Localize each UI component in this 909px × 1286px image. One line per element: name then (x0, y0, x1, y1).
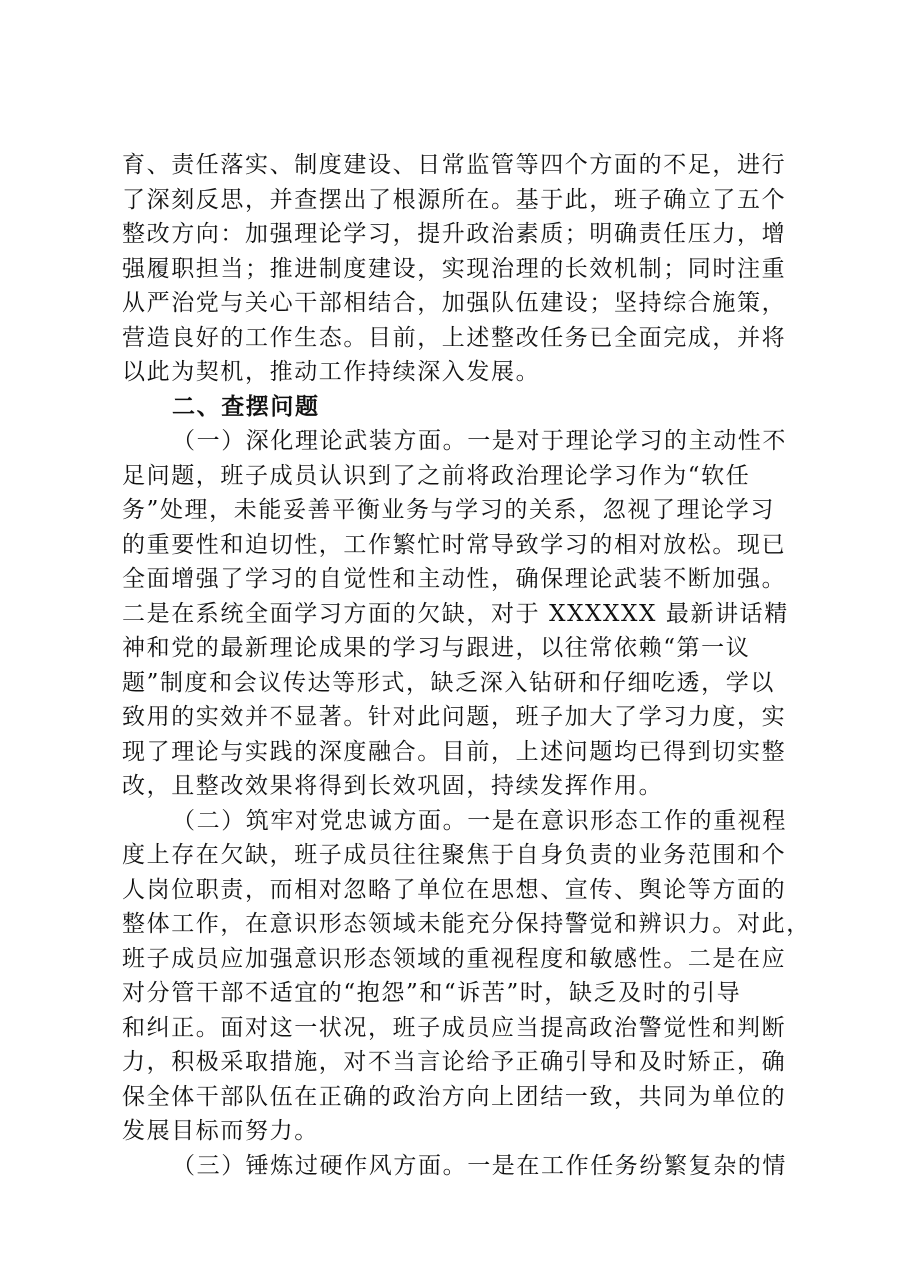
text-line: 人岗位职责，而相对忽略了单位在思想、宣传、舆论等方面的 (122, 876, 787, 903)
text-line: 强履职担当；推进制度建设，实现治理的长效机制；同时注重 (122, 255, 787, 282)
text-line: 对分管干部不适宜的“抱怨”和“诉苦”时，缺乏及时的引导 (122, 980, 742, 1006)
text-line: 题”制度和会议传达等形式，缺乏深入钻研和仔细吃透，学以 (122, 669, 775, 696)
text-line: 神和党的最新理论成果的学习与跟进，以往常依赖“第一议 (122, 635, 751, 661)
text-line: 改，且整改效果将得到长效巩固，持续发挥作用。 (122, 773, 664, 799)
text-line: 发展目标而努力。 (122, 1118, 319, 1144)
text-line: 保全体干部队伍在正确的政治方向上团结一致，共同为单位的 (122, 1083, 787, 1110)
text-line: 足问题，班子成员认识到了之前将政治理论学习作为“软任 (122, 462, 751, 489)
text-line: 的重要性和迫切性，工作繁忙时常导致学习的相对放松。现已 (122, 531, 787, 558)
text-line: 班子成员应加强意识形态领域的重视程度和敏感性。二是在应 (122, 945, 787, 972)
paragraph-first-line: （三）锤炼过硬作风方面。一是在工作任务纷繁复杂的情 (172, 1152, 787, 1179)
section-heading: 二、查摆问题 (172, 393, 320, 420)
text-line: 务”处理，未能妥善平衡业务与学习的关系，忽视了理论学习 (122, 497, 775, 523)
text-line: 现了理论与实践的深度融合。目前，上述问题均已得到切实整 (122, 738, 787, 765)
text-line: 度上存在欠缺，班子成员往往聚焦于自身负责的业务范围和个 (122, 842, 787, 868)
text-line: 力，积极采取措施，对不当言论给予正确引导和及时矫正，确 (122, 1049, 787, 1075)
text-line: 全面增强了学习的自觉性和主动性，确保理论武装不断加强。 (122, 566, 787, 592)
text-line: 营造良好的工作生态。目前，上述整改任务已全面完成，并将 (122, 324, 787, 351)
paragraph-first-line: （二）筑牢对党忠诚方面。一是在意识形态工作的重视程 (172, 807, 787, 834)
paragraph-first-line: （一）深化理论武装方面。一是对于理论学习的主动性不 (172, 428, 787, 454)
text-line: 从严治党与关心干部相结合，加强队伍建设；坚持综合施策， (122, 290, 787, 316)
text-line: 了深刻反思，并查摆出了根源所在。基于此，班子确立了五个 (122, 186, 787, 213)
document-body (122, 148, 811, 1183)
text-line: 整改方向：加强理论学习，提升政治素质；明确责任压力，增 (122, 221, 787, 247)
text-line: 致用的实效并不显著。针对此问题，班子加大了学习力度，实 (122, 704, 787, 730)
text-line: 育、责任落实、制度建设、日常监管等四个方面的不足，进行 (122, 152, 787, 178)
text-line: 二是在系统全面学习方面的欠缺，对于 XXXXXX 最新讲话精 (122, 600, 789, 627)
text-line: 和纠正。面对这一状况，班子成员应当提高政治警觉性和判断 (122, 1014, 787, 1041)
text-line: 以此为契机，推动工作持续深入发展。 (122, 359, 541, 385)
text-line: 整体工作，在意识形态领域未能充分保持警觉和辨识力。对此， (122, 911, 811, 937)
